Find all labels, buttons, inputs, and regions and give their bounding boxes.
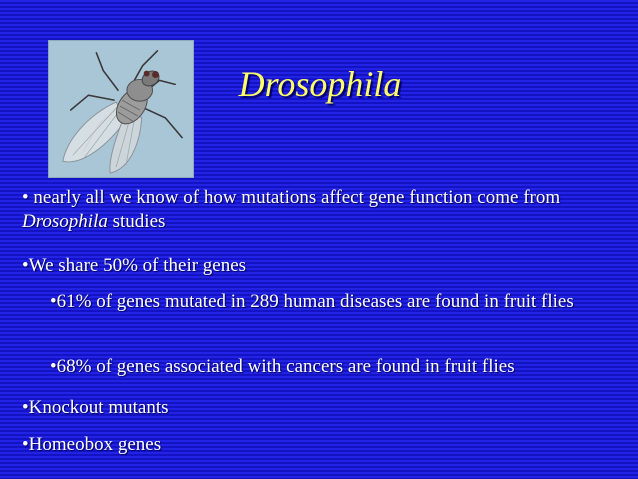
bullet-marker: •: [50, 291, 57, 312]
bullet-text: nearly all we know of how mutations affect gene function come from: [28, 187, 561, 208]
sub-bullet-cancers: [50, 355, 590, 379]
bullet-marker: •: [22, 255, 29, 276]
bullet-marker: •: [22, 434, 29, 455]
bullet-marker: •: [22, 187, 29, 208]
bullet-text: We share 50% of their genes: [28, 255, 247, 276]
bullet-text: Homeobox genes: [28, 434, 162, 455]
slide-title: Drosophila: [238, 64, 402, 104]
bullet-drosophila-studies: [22, 186, 612, 234]
bullet-marker: •: [22, 397, 29, 418]
bullet-text: Knockout mutants: [28, 397, 169, 418]
fly-icon: [49, 41, 193, 177]
bullet-marker: •: [50, 356, 57, 377]
bullet-text: 61% of genes mutated in 289 human diseases are found in fruit flies: [56, 291, 574, 312]
bullet-text: 68% of genes associated with cancers are found in fruit flies: [56, 356, 515, 377]
sub-bullet-human-diseases: [50, 290, 590, 314]
bullet-knockout-mutants: [22, 396, 612, 420]
bullet-shared-genes: [22, 254, 612, 278]
bullet-text-italic: Drosophila: [22, 211, 108, 232]
bullet-homeobox-genes: [22, 433, 612, 457]
bullet-text: studies: [107, 211, 166, 232]
fruit-fly-image: [48, 40, 194, 178]
